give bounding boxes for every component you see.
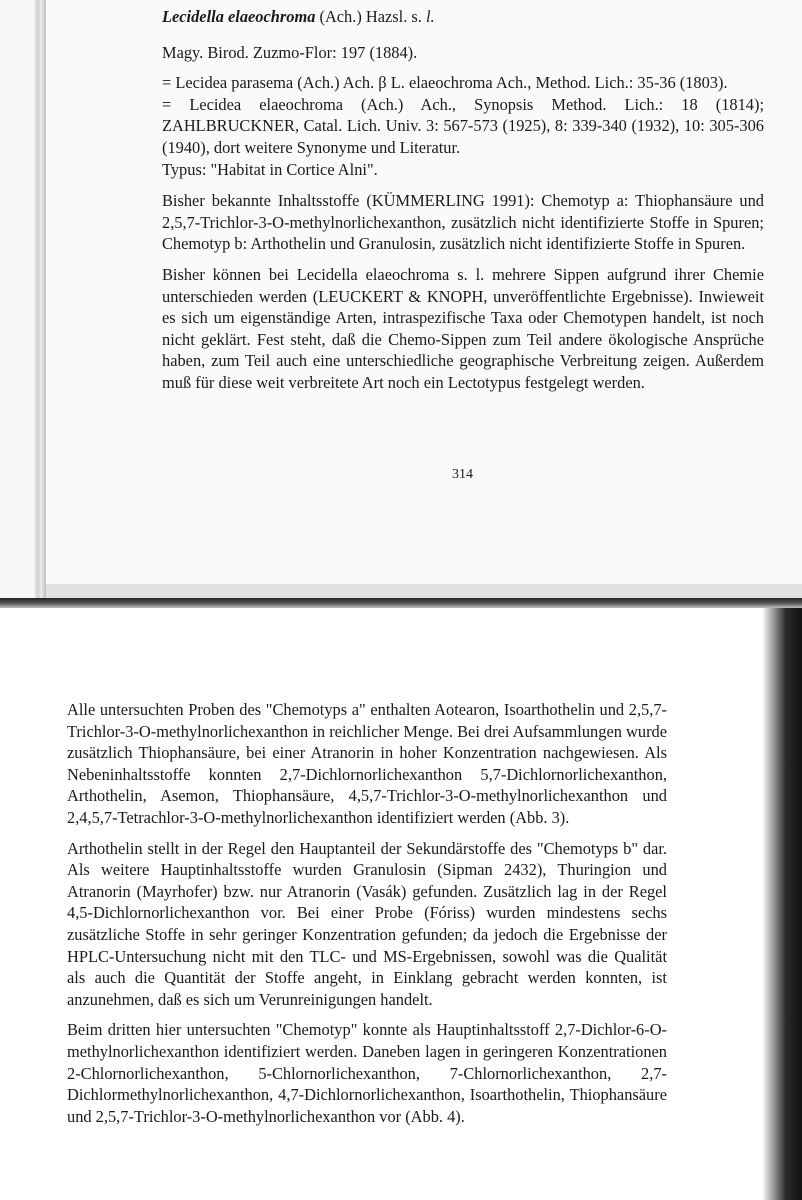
page-number: 314 xyxy=(452,467,473,482)
page-bottom-edge xyxy=(46,584,802,598)
page-edge-shadow xyxy=(762,608,802,1200)
page-divider xyxy=(0,598,802,608)
paragraph: Alle untersuchten Proben des "Chemotyps a" enthalten Aotearon, Isoarthothelin und 2,5,7-Trichlor-3-O-methylnorlichexanthon in reichlicher Menge. Bei drei Aufsammlungen wurde zusätzlich Thiophansäure, bei einer Atranorin in hoher Konzentration nachgewiesen. Als Nebeninhaltsstoffe konnten 2,7-Dichlornorlichexanthon 5,7-Dichlornorlichexanthon, Arthothelin, Asemon, Thiophansäure, 4,5,7-Trichlor-3-O-methylnorlichexanthon und 2,4,5,7-Tetrachlor-3-O-methylnorlichexanthon identifiziert werden (Abb. 3). xyxy=(67,700,667,827)
paragraph: Bisher bekannte Inhaltsstoffe (KÜMMERLING 1991): Chemotyp a: Thiophansäure und 2,5,7-Trichlor-3-O-methylnorlichexanthon, zusätzlich nicht identifizierte Stoffe in Spuren; Chemotyp b: Arthothelin und Granulosin, zusätzlich nicht identifizierte Stoffe in Spuren. xyxy=(162,191,764,254)
paragraph: Beim dritten hier untersuchten "Chemotyp" konnte als Hauptinhaltsstoff 2,7-Dichlor-6-O-methylnorlichexanthon identifiziert werden. Daneben lagen in geringeren Konzentrationen 2-Chlornorlichexanthon, 5-Chlornorlichexanthon, 7-Chlornorlichexanthon, 2,7-Dichlormethylnorlichexanthon, 4,7-Dichlornorlichexanthon, Isoarthothelin, Thiophansäure und 2,5,7-Trichlor-3-O-methylnorlichexanthon vor (Abb. 4). xyxy=(67,1020,667,1126)
top-page-text xyxy=(162,6,764,403)
species-title: Lecidella elaeochroma (Ach.) Hazsl. s. l. xyxy=(162,7,435,26)
paragraph: Bisher können bei Lecidella elaeochroma s. l. mehrere Sippen aufgrund ihrer Chemie unterschieden werden (LEUCKERT & KNOPH, unveröffentlichte Ergebnisse). Inwieweit es sich um eigenständige Arten, intraspezifische Taxa oder Chemotypen handelt, ist noch nicht geklärt. Fest steht, daß die Chemo-Sippen zum Teil andere ökologische Ansprüche haben, zum Teil auch eine unterschiedliche geographische Verbreitung zeigen. Außerdem muß für diese weit verbreitete Art noch ein Lectotypus festgelegt werden. xyxy=(162,264,764,392)
bottom-page-text xyxy=(67,699,667,1136)
synonym-line: = Lecidea elaeochroma (Ach.) Ach., Synopsis Method. Lich.: 18 (1814); ZAHLBRUCKNER, Catal. Lich. Univ. 3: 567-573 (1925), 8: 339-340 (1932), 10: 305-306 (1940), dort weitere Synonyme und Literatur. xyxy=(162,94,764,157)
binding-shadow xyxy=(0,0,34,598)
paragraph: Arthothelin stellt in der Regel den Hauptanteil der Sekundärstoffe des "Chemotyps b" dar. Als weitere Hauptinhaltsstoffe wurden Granulosin (Sipman 2432), Thuringion und Atranorin (Mayrhofer) bzw. nur Atranorin (Vasák) gefunden. Zusätzlich lag in der Regel 4,5-Dichlornorlichexanthon vor. Bei einer Probe (Fóriss) wurden mindestens sechs zusätzliche Stoffe in sehr geringer Konzentration gefunden; da jedoch die Ergebnisse der HPLC-Untersuchung nicht mit den TLC- und MS-Ergebnissen, sowohl was die Qualität als auch die Quantität der Stoffe angeht, in Einklang gebracht werden konnten, ist anzunehmen, daß es sich um Verunreinigungen handelt. xyxy=(67,838,667,1009)
reference-line: Magy. Birod. Zuzmo-Flor: 197 (1884). xyxy=(162,42,418,62)
page-binding xyxy=(34,0,46,598)
top-page xyxy=(0,0,802,598)
synonym-line: = Lecidea parasema (Ach.) Ach. β L. elaeochroma Ach., Method. Lich.: 35-36 (1803). xyxy=(162,73,728,93)
type-line: Typus: "Habitat in Cortice Alni". xyxy=(162,159,378,179)
